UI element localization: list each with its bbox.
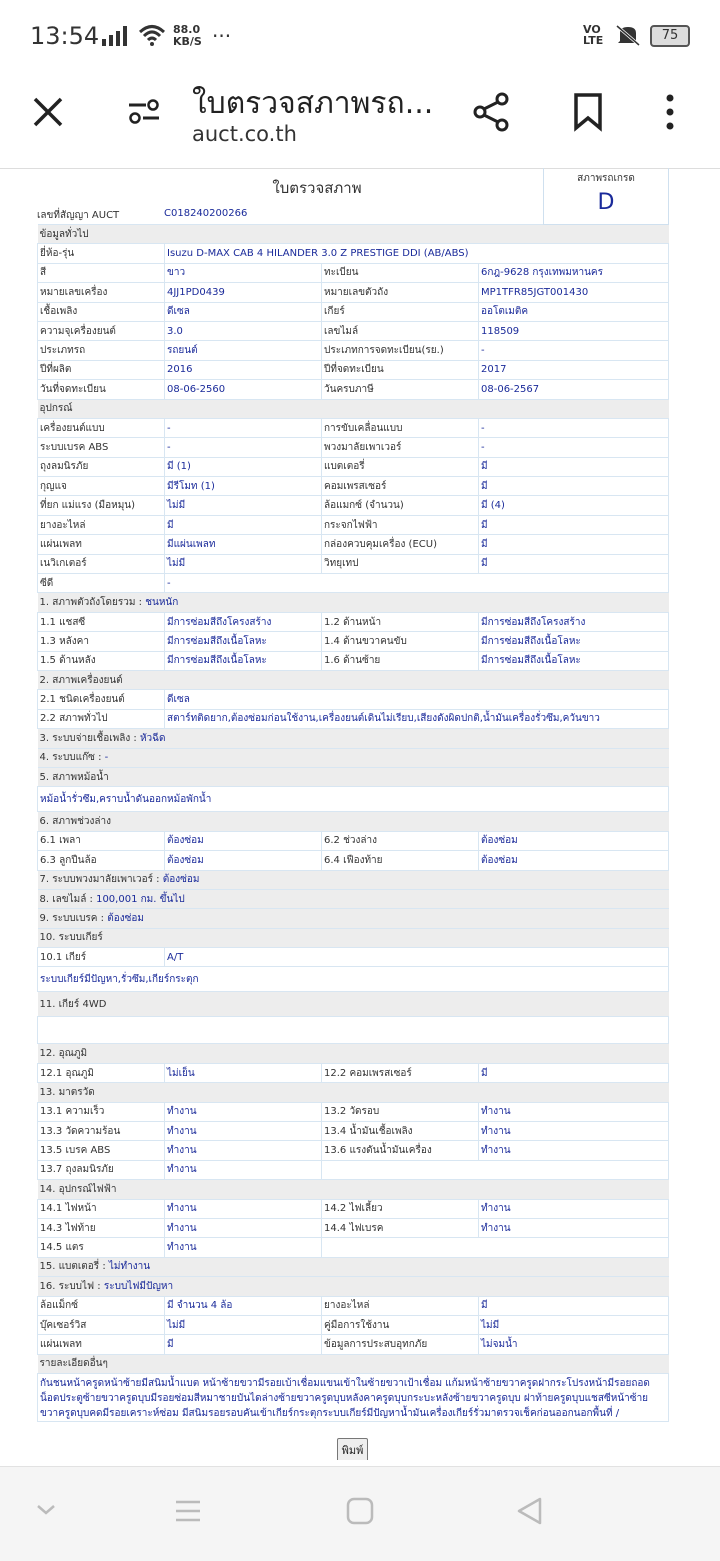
text-segment: 8. เลขไมล์ : xyxy=(39,893,97,905)
table-row xyxy=(38,341,669,360)
table-cell: เนวิเกเตอร์ xyxy=(38,554,165,573)
table-cell: ทำงาน xyxy=(165,1238,322,1257)
table-row xyxy=(38,612,669,631)
section-body xyxy=(38,593,669,612)
table-cell: ทำงาน xyxy=(165,1160,322,1179)
table-cell: ทำงาน xyxy=(479,1102,669,1121)
table-row xyxy=(38,948,669,967)
table-cell: มี (4) xyxy=(479,496,669,515)
section-gas xyxy=(38,748,669,767)
print-area xyxy=(37,1438,668,1460)
table-cell: 13.1 ความเร็ว xyxy=(38,1102,165,1121)
table-row xyxy=(38,244,669,263)
table-cell: มีการซ่อมสีถึงเนื้อโลหะ xyxy=(165,651,322,670)
table-cell: 14.4 ไฟเบรค xyxy=(322,1218,479,1237)
table-row xyxy=(38,709,669,728)
text-segment: 100,001 กม. ขึ้นไป xyxy=(96,893,185,905)
section-engine: 2. สภาพเครื่องยนต์ xyxy=(38,670,669,689)
grade-box xyxy=(543,168,669,225)
table-cell: 12.2 คอมเพรสเซอร์ xyxy=(322,1063,479,1082)
back-icon[interactable] xyxy=(516,1497,544,1529)
table-cell: ทำงาน xyxy=(479,1218,669,1237)
more-notifications-icon: ··· xyxy=(212,24,232,48)
contract-value: C018240200266 xyxy=(164,208,248,219)
table-row xyxy=(38,1017,669,1044)
table-cell: ทำงาน xyxy=(165,1218,322,1237)
table-cell: บุ๊คเซอร์วิส xyxy=(38,1315,165,1334)
table-cell: MP1TFR85JGT001430 xyxy=(479,283,669,302)
table-cell: 14.5 แตร xyxy=(38,1238,165,1257)
table-cell: ไม่มี xyxy=(165,554,322,573)
section-temperature: 12. อุณภูมิ xyxy=(38,1044,669,1063)
text-segment: 4. ระบบแก๊ซ : xyxy=(39,752,105,764)
table-cell: 4JJ1PD0439 xyxy=(165,283,322,302)
table-cell: ออโตเมติค xyxy=(479,302,669,321)
table-cell: 1.1 แชสซี xyxy=(38,612,165,631)
table-cell: 6.1 เพลา xyxy=(38,831,165,850)
chevron-down-icon[interactable] xyxy=(34,1497,58,1525)
table-cell: กล่องควบคุมเครื่อง (ECU) xyxy=(322,535,479,554)
table-row xyxy=(38,457,669,476)
section-brake xyxy=(38,909,669,928)
table-row xyxy=(38,283,669,302)
table-cell: มีการซ่อมสีถึงเนื้อโลหะ xyxy=(479,632,669,651)
table-cell: สี xyxy=(38,263,165,282)
system-nav-bar xyxy=(0,1466,720,1561)
mute-icon xyxy=(614,24,642,50)
table-row xyxy=(38,321,669,340)
table-cell: - xyxy=(479,438,669,457)
table-cell: มีการซ่อมสีถึงโครงสร้าง xyxy=(479,612,669,631)
table-cell: 6.3 ลูกปืนล้อ xyxy=(38,851,165,870)
table-cell: - xyxy=(165,574,669,593)
table-cell: 6.4 เฟืองท้าย xyxy=(322,851,479,870)
section-suspension: 6. สภาพช่วงล่าง xyxy=(38,812,669,831)
table-cell: 2016 xyxy=(165,360,322,379)
table-cell: วันครบภาษี xyxy=(322,380,479,399)
table-cell: 2017 xyxy=(479,360,669,379)
table-cell: มี xyxy=(479,457,669,476)
section-steering xyxy=(38,870,669,889)
grade-label: สภาพรถเกรด xyxy=(577,173,635,184)
table-cell: 12.1 อุณภูมิ xyxy=(38,1063,165,1082)
text-segment: ต้องซ่อม xyxy=(107,912,144,924)
table-cell: มี xyxy=(165,1335,322,1354)
table-row xyxy=(38,651,669,670)
section-4wd: 11. เกียร์ 4WD xyxy=(38,992,669,1017)
section-mileage xyxy=(38,889,669,908)
table-row xyxy=(38,574,669,593)
signal-icon xyxy=(102,26,130,50)
table-cell: 13.2 วัดรอบ xyxy=(322,1102,479,1121)
table-cell: มี xyxy=(165,515,322,534)
table-cell: Isuzu D-MAX CAB 4 HILANDER 3.0 Z PRESTIGE DDI (AB/ABS) xyxy=(165,244,669,263)
table-row xyxy=(38,1063,669,1082)
section-fuel xyxy=(38,729,669,748)
text-segment: ต้องซ่อม xyxy=(162,874,200,886)
table-row xyxy=(38,632,669,651)
wifi-icon xyxy=(138,24,166,50)
text-segment: 16. ระบบไฟ : xyxy=(39,1280,104,1292)
web-content[interactable] xyxy=(0,168,720,1460)
table-cell: 13.7 ถุงลมนิรภัย xyxy=(38,1160,165,1179)
table-cell: เครื่องยนต์แบบ xyxy=(38,418,165,437)
table-cell: การขับเคลื่อนแบบ xyxy=(322,418,479,437)
section-radiator: 5. สภาพหม้อน้ำ xyxy=(38,767,669,786)
text-segment: ระบบไฟมีปัญหา xyxy=(103,1280,174,1292)
report-title: ใบตรวจสภาพ xyxy=(272,179,362,197)
table-cell: ไม่มี xyxy=(165,1315,322,1334)
table-cell: - xyxy=(479,341,669,360)
table-row xyxy=(38,1102,669,1121)
table-cell: ล้อแมกซ์ (จำนวน) xyxy=(322,496,479,515)
section-battery xyxy=(38,1257,669,1276)
text-segment: 3. ระบบจ่ายเชื้อเพลิง : xyxy=(39,732,140,744)
table-row xyxy=(38,438,669,457)
table-cell xyxy=(322,1160,669,1179)
table-cell: ที่ยก แม่แรง (มือหมุน) xyxy=(38,496,165,515)
section-electrical: 14. อุปกรณ์ไฟฟ้า xyxy=(38,1180,669,1199)
table-cell: ล้อแม็กซ์ xyxy=(38,1296,165,1315)
network-speed xyxy=(173,24,202,48)
report-header xyxy=(37,168,668,224)
status-bar xyxy=(0,0,720,70)
table-cell: วิทยุเทป xyxy=(322,554,479,573)
table-cell: ทำงาน xyxy=(165,1141,322,1160)
table-cell: ต้องซ่อม xyxy=(165,851,322,870)
table-cell: 3.0 xyxy=(165,321,322,340)
table-cell: 6กฎ-9628 กรุงเทพมหานคร xyxy=(479,263,669,282)
table-cell: 1.6 ด้านซ้าย xyxy=(322,651,479,670)
table-cell xyxy=(38,1017,669,1044)
table-cell: มี xyxy=(479,554,669,573)
table-cell: รถยนต์ xyxy=(165,341,322,360)
table-row xyxy=(38,302,669,321)
page-url[interactable]: auct.co.th xyxy=(192,122,297,146)
table-cell: แผ่นเพลท xyxy=(38,535,165,554)
table-cell xyxy=(322,1238,669,1257)
table-cell: 14.2 ไฟเลี้ยว xyxy=(322,1199,479,1218)
more-menu-icon[interactable] xyxy=(664,92,676,136)
clock: 13:54 xyxy=(30,22,100,50)
table-row xyxy=(38,515,669,534)
table-cell: 1.2 ด้านหน้า xyxy=(322,612,479,631)
text-segment: ชนหนัก xyxy=(145,597,179,609)
table-cell: 10.1 เกียร์ xyxy=(38,948,165,967)
table-cell: 1.4 ด้านขวาคนขับ xyxy=(322,632,479,651)
table-cell: หม้อน้ำรั่วซึม,คราบน้ำดันออกหม้อพักน้ำ xyxy=(38,787,669,812)
section-gauges: 13. มาตรวัด xyxy=(38,1083,669,1102)
section-general: ข้อมูลทั่วไป xyxy=(38,225,669,244)
table-cell: 14.1 ไฟหน้า xyxy=(38,1199,165,1218)
table-cell: ต้องซ่อม xyxy=(165,831,322,850)
page-title: ใบตรวจสภาพรถ... xyxy=(192,86,434,121)
text-segment: VO xyxy=(583,23,601,36)
share-icon[interactable] xyxy=(472,92,512,136)
table-row xyxy=(38,831,669,850)
table-cell: มี xyxy=(479,515,669,534)
table-cell: - xyxy=(165,418,322,437)
section-details: รายละเอียดอื่นๆ xyxy=(38,1354,669,1373)
table-cell: - xyxy=(165,438,322,457)
table-cell: 13.3 วัดความร้อน xyxy=(38,1122,165,1141)
table-row xyxy=(38,1218,669,1237)
table-cell: ยี่ห้อ-รุ่น xyxy=(38,244,165,263)
report-table xyxy=(37,224,669,1422)
text-segment: 7. ระบบพวงมาลัยเพาเวอร์ : xyxy=(39,874,163,886)
section-gearbox: 10. ระบบเกียร์ xyxy=(38,928,669,947)
table-row xyxy=(38,360,669,379)
table-cell: ดีเซล xyxy=(165,302,322,321)
table-cell: ซีดี xyxy=(38,574,165,593)
table-row xyxy=(38,1238,669,1257)
table-cell: 2.2 สภาพทั่วไป xyxy=(38,709,165,728)
table-cell: ทะเบียน xyxy=(322,263,479,282)
print-button[interactable]: พิมพ์ xyxy=(337,1438,369,1460)
table-cell: พวงมาลัยเพาเวอร์ xyxy=(322,438,479,457)
table-row xyxy=(38,535,669,554)
table-cell: มีรีโมท (1) xyxy=(165,477,322,496)
table-cell: 14.3 ไฟท้าย xyxy=(38,1218,165,1237)
inspection-report xyxy=(37,168,668,1460)
table-row xyxy=(38,380,669,399)
site-settings-icon[interactable] xyxy=(126,96,162,132)
table-cell: มี จำนวน 4 ล้อ xyxy=(165,1296,322,1315)
text-segment: - xyxy=(104,752,109,764)
table-cell: 08-06-2567 xyxy=(479,380,669,399)
table-cell: 13.4 น้ำมันเชื้อเพลิง xyxy=(322,1122,479,1141)
table-cell: เลขไมล์ xyxy=(322,321,479,340)
table-cell: กุญแจ xyxy=(38,477,165,496)
table-cell: มี xyxy=(479,1296,669,1315)
table-cell: ต้องซ่อม xyxy=(479,851,669,870)
table-cell: ทำงาน xyxy=(479,1199,669,1218)
table-cell: ไม่มี xyxy=(165,496,322,515)
table-row xyxy=(38,690,669,709)
table-row xyxy=(38,1199,669,1218)
table-cell: ความจุเครื่องยนต์ xyxy=(38,321,165,340)
table-cell: ต้องซ่อม xyxy=(479,831,669,850)
section-lighting xyxy=(38,1277,669,1296)
table-cell: 1.3 หลังคา xyxy=(38,632,165,651)
table-cell: 1.5 ด้านหลัง xyxy=(38,651,165,670)
table-cell: ข้อมูลการประสบอุทกภัย xyxy=(322,1335,479,1354)
table-cell: ประเภทรถ xyxy=(38,341,165,360)
text-segment: 15. แบตเตอรี่ : xyxy=(39,1261,109,1273)
table-cell: 118509 xyxy=(479,321,669,340)
text-segment: KB/S xyxy=(173,35,202,48)
table-row xyxy=(38,1160,669,1179)
table-cell: หมายเลขเครื่อง xyxy=(38,283,165,302)
table-cell: 08-06-2560 xyxy=(165,380,322,399)
recents-menu-icon[interactable] xyxy=(174,1497,202,1529)
table-row xyxy=(38,418,669,437)
table-row xyxy=(38,1141,669,1160)
table-cell: ระบบเบรค ABS xyxy=(38,438,165,457)
table-cell: วันที่จดทะเบียน xyxy=(38,380,165,399)
table-cell: ทำงาน xyxy=(165,1122,322,1141)
table-cell: ทำงาน xyxy=(479,1122,669,1141)
table-cell: 2.1 ชนิดเครื่องยนต์ xyxy=(38,690,165,709)
table-cell: แบตเตอรี่ xyxy=(322,457,479,476)
table-cell: ไม่เย็น xyxy=(165,1063,322,1082)
table-row xyxy=(38,1335,669,1354)
table-cell: มีการซ่อมสีถึงโครงสร้าง xyxy=(165,612,322,631)
section-equipment: อุปกรณ์ xyxy=(38,399,669,418)
text-segment: LTE xyxy=(583,34,604,47)
table-cell: ยางอะไหล่ xyxy=(322,1296,479,1315)
table-cell: - xyxy=(479,418,669,437)
table-row xyxy=(38,496,669,515)
volte-icon xyxy=(583,24,603,46)
table-cell: ปีที่จดทะเบียน xyxy=(322,360,479,379)
grade-value: D xyxy=(597,190,615,215)
table-row xyxy=(38,263,669,282)
text-segment: 1. สภาพตัวถังโดยรวม : xyxy=(39,597,146,609)
table-cell: กระจกไฟฟ้า xyxy=(322,515,479,534)
table-cell: 13.6 แรงดันน้ำมันเครื่อง xyxy=(322,1141,479,1160)
table-cell: มี xyxy=(479,535,669,554)
battery-icon: 75 xyxy=(650,25,690,47)
table-row xyxy=(38,1315,669,1334)
table-cell: ถุงลมนิรภัย xyxy=(38,457,165,476)
text-segment: ไม่ทำงาน xyxy=(108,1261,151,1273)
table-row xyxy=(38,1122,669,1141)
table-cell: ดีเซล xyxy=(165,690,669,709)
table-cell: ประเภทการจดทะเบียน(รย.) xyxy=(322,341,479,360)
table-row xyxy=(38,851,669,870)
table-cell: คู่มือการใช้งาน xyxy=(322,1315,479,1334)
table-row xyxy=(38,787,669,812)
table-cell: ทำงาน xyxy=(165,1102,322,1121)
table-cell: แผ่นเพลท xyxy=(38,1335,165,1354)
table-row xyxy=(38,477,669,496)
table-cell: ไม่มี xyxy=(479,1315,669,1334)
table-cell: ทำงาน xyxy=(479,1141,669,1160)
table-cell: มี xyxy=(479,1063,669,1082)
table-cell: ไม่จมน้ำ xyxy=(479,1335,669,1354)
table-row xyxy=(38,1296,669,1315)
details-text: กันชนหน้าครูดหน้าซ้ายมีสนิมน้ำแบต หน้าซ้ายขวามีรอยเบ้าเชื่อมแขนเข้าในซ้ายขวาเป้าเชื่อม แก้มหน้าซ้ายขวาครูดฝากระโปรงหน้ามีรอยถอดน็อตประตูซ้ายขวาครูดบุบมีรอยซ่อมสีหมาชายบันไดล่างซ้ายขวาครูดบุบหลังคาครูดบุบกระบะหลังซ้ายขวาครูดบุบ ฝาท้ายครูดบุบแชสซีหน้าซ้ายขวาครูดบุบคดมีรอยเคราะห์ซ่อม มีสนิมรอยรอบคันเข้าเกียร์กระตุกระบบเกียร์มีปัญหาน้ำมันเครื่องเกียร์รั่วมาตรวจเช็คก่อนออกนอกพื้นที่ / xyxy=(38,1374,669,1422)
table-cell: ขาว xyxy=(165,263,322,282)
table-cell: มี (1) xyxy=(165,457,322,476)
text-segment: 88.0 xyxy=(173,23,201,36)
text-segment: 9. ระบบเบรค : xyxy=(39,912,108,924)
home-icon[interactable] xyxy=(346,1497,374,1529)
table-cell: เกียร์ xyxy=(322,302,479,321)
table-cell: มี xyxy=(479,477,669,496)
table-cell: ทำงาน xyxy=(165,1199,322,1218)
contract-label: เลขที่สัญญา AUCT xyxy=(37,210,120,221)
table-cell: หมายเลขตัวถัง xyxy=(322,283,479,302)
table-cell: มีการซ่อมสีถึงเนื้อโลหะ xyxy=(479,651,669,670)
table-cell: สตาร์ทติดยาก,ต้องซ่อมก่อนใช้งาน,เครื่องยนต์เดินไม่เรียบ,เสียงดังผิดปกติ,น้ำมันเครื่องรั่วซึม,ควันขาว xyxy=(165,709,669,728)
table-cell: มีการซ่อมสีถึงเนื้อโลหะ xyxy=(165,632,322,651)
table-cell: เชื้อเพลิง xyxy=(38,302,165,321)
table-cell: A/T xyxy=(165,948,669,967)
table-cell: ระบบเกียร์มีปัญหา,รั่วซึม,เกียร์กระตุก xyxy=(38,967,669,992)
table-row xyxy=(38,554,669,573)
browser-toolbar xyxy=(0,70,720,169)
table-cell: มีแผ่นเพลท xyxy=(165,535,322,554)
close-icon[interactable] xyxy=(30,94,66,134)
table-cell: 6.2 ช่วงล่าง xyxy=(322,831,479,850)
text-segment: หัวฉีด xyxy=(139,732,166,744)
table-row xyxy=(38,967,669,992)
table-row xyxy=(38,1374,669,1422)
table-cell: ปีที่ผลิต xyxy=(38,360,165,379)
bookmark-icon[interactable] xyxy=(572,92,606,136)
table-cell: 13.5 เบรค ABS xyxy=(38,1141,165,1160)
table-cell: ยางอะไหล่ xyxy=(38,515,165,534)
table-cell: คอมเพรสเซอร์ xyxy=(322,477,479,496)
